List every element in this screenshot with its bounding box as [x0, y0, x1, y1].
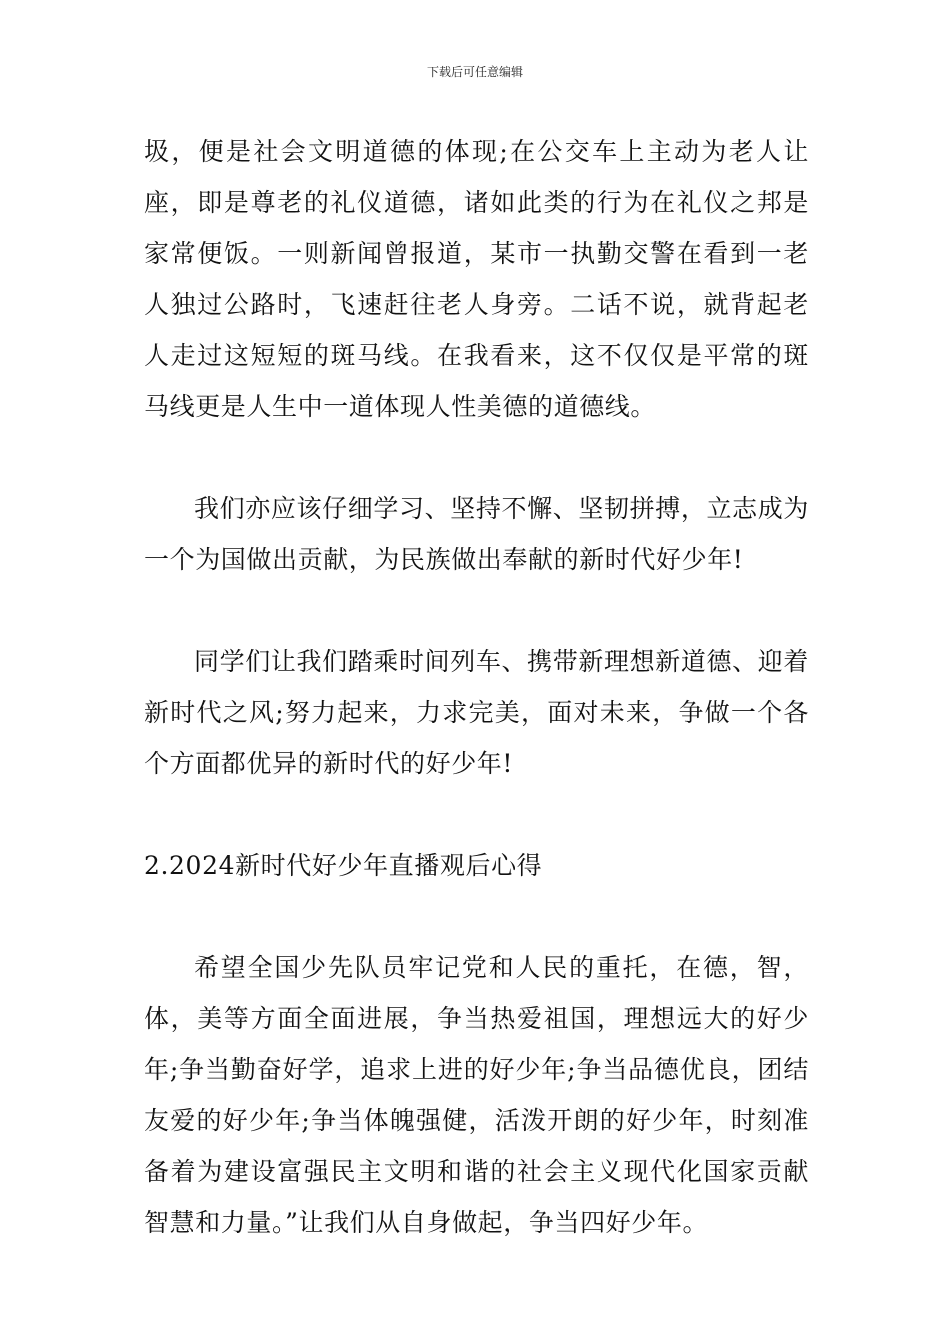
paragraph-aspiration: 我们亦应该仔细学习、坚持不懈、坚韧拼搏，立志成为一个为国做出贡献，为民族做出奉献的新时代好少年!	[144, 494, 809, 574]
paragraph-gap	[144, 891, 809, 942]
paragraph-gap	[144, 585, 809, 636]
document-body	[144, 126, 809, 1248]
paragraph-call-to-action: 同学们让我们踏乘时间列车、携带新理想新道德、迎着新时代之风;努力起来，力求完美，面对未来，争做一个各个方面都优异的新时代的好少年!	[144, 647, 809, 778]
paragraph-gap	[144, 432, 809, 483]
paragraph-gap	[144, 789, 809, 840]
section-heading: 2.2024新时代好少年直播观后心得	[144, 851, 543, 880]
paragraph-continuation: 圾，便是社会文明道德的体现;在公交车上主动为老人让座，即是尊老的礼仪道德，诸如此类的行为在礼仪之邦是家常便饭。一则新闻曾报道，某市一执勤交警在看到一老人独过公路时，飞速赶往老人身旁。二话不说，就背起老人走过这短短的斑马线。在我看来，这不仅仅是平常的斑马线更是人生中一道体现人性美德的道德线。	[144, 137, 809, 421]
page-header: 下载后可任意编辑	[426, 65, 523, 79]
paragraph-hope: 希望全国少先队员牢记党和人民的重托，在德，智，体，美等方面全面进展，争当热爱祖国，理想远大的好少年;争当勤奋好学，追求上进的好少年;争当品德优良，团结友爱的好少年;争当体魄强健，活泼开朗的好少年，时刻准备着为建设富强民主文明和谐的社会主义现代化国家贡献智慧和力量。”让我们从自身做起，争当四好少年。	[144, 953, 809, 1237]
